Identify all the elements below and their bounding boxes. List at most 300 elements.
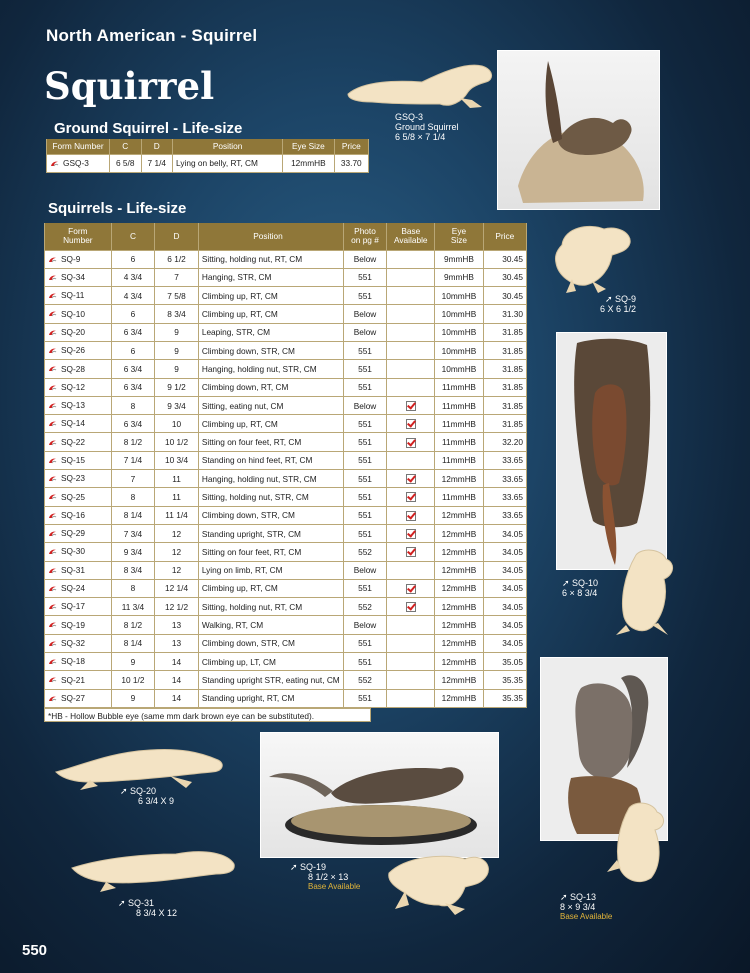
c-value: 6 5/8	[110, 154, 142, 172]
eye-size-value: 12mmHB	[435, 506, 483, 524]
eye-size-value: 9mmHB	[435, 268, 483, 286]
position-value: Sitting on four feet, RT, CM	[198, 433, 343, 451]
base-available-value	[387, 360, 435, 378]
base-available-value	[387, 287, 435, 305]
c-value: 8	[111, 579, 155, 597]
sq19-form-image	[385, 845, 495, 915]
price-value: 34.05	[483, 634, 526, 652]
form-number: SQ-32	[61, 637, 85, 648]
table-row	[45, 524, 527, 542]
eye-size-value: 10mmHB	[435, 360, 483, 378]
mckenzie-swoosh-icon: ➚	[118, 898, 129, 908]
checkbox-check-icon	[406, 492, 416, 502]
form-number: SQ-34	[61, 272, 85, 283]
table-row	[45, 433, 527, 451]
d-value: 9	[155, 341, 199, 359]
checkbox-check-icon	[406, 401, 416, 411]
photo-page-value: 551	[343, 634, 387, 652]
mckenzie-swoosh-icon	[48, 419, 57, 429]
position-value: Sitting, eating nut, CM	[198, 396, 343, 414]
eye-size-value: 12mmHB	[435, 653, 483, 671]
price-value: 31.85	[483, 415, 526, 433]
base-available-value	[387, 653, 435, 671]
mckenzie-swoosh-icon	[48, 547, 57, 557]
price-value: 31.85	[483, 323, 526, 341]
mckenzie-swoosh-icon	[48, 273, 57, 283]
photo-page-value: Below	[343, 396, 387, 414]
position-value: Hanging, holding nut, STR, CM	[198, 360, 343, 378]
mckenzie-swoosh-icon	[48, 602, 57, 612]
gsq3-name: Ground Squirrel	[395, 122, 459, 132]
mckenzie-swoosh-icon	[48, 675, 57, 685]
c-value: 6 3/4	[111, 378, 155, 396]
price-value: 34.05	[483, 543, 526, 561]
eye-size-value: 12mmHB	[435, 561, 483, 579]
d-value: 9	[155, 360, 199, 378]
table-row	[45, 287, 527, 305]
form-number: SQ-24	[61, 583, 85, 594]
eye-size-value: 10mmHB	[435, 305, 483, 323]
d-value: 13	[155, 634, 199, 652]
col-d: D	[141, 139, 173, 154]
col-position: Position	[173, 139, 283, 154]
position-value: Hanging, holding nut, STR, CM	[198, 470, 343, 488]
ground-squirrel-subtitle: Ground Squirrel - Life-size	[54, 120, 243, 137]
table-row	[45, 598, 527, 616]
c-value: 8 1/2	[111, 616, 155, 634]
base-available-value	[387, 305, 435, 323]
c-value: 6 3/4	[111, 323, 155, 341]
eye-size-value: 11mmHB	[435, 378, 483, 396]
c-value: 8	[111, 488, 155, 506]
price-value: 31.85	[483, 341, 526, 359]
price-value: 31.85	[483, 360, 526, 378]
c-value: 9 3/4	[111, 543, 155, 561]
ground-squirrel-table	[46, 139, 369, 173]
form-number: SQ-11	[61, 290, 85, 301]
table-row	[45, 653, 527, 671]
base-available-value	[387, 250, 435, 268]
eye-size-value: 12mmHB	[435, 524, 483, 542]
price-value: 35.35	[483, 671, 526, 689]
d-value: 11	[155, 470, 199, 488]
sq13-base-available: Base Available	[560, 912, 613, 921]
photo-page-value: 552	[343, 598, 387, 616]
eye-size-value: 11mmHB	[435, 451, 483, 469]
form-number: SQ-18	[61, 656, 85, 667]
d-value: 12	[155, 543, 199, 561]
position-value: Walking, RT, CM	[198, 616, 343, 634]
d-value: 7 5/8	[155, 287, 199, 305]
sq10-code: SQ-10	[572, 578, 599, 588]
photo-page-value: 551	[343, 506, 387, 524]
sq19-caption	[290, 862, 360, 892]
photo-page-value: 551	[343, 415, 387, 433]
form-number: SQ-9	[61, 253, 81, 264]
col-d: D	[155, 223, 199, 250]
eye-size-value: 11mmHB	[435, 488, 483, 506]
eye-size-value: 12mmHB	[435, 689, 483, 707]
sq13-caption	[560, 892, 612, 922]
sq9-caption	[600, 294, 636, 314]
sq13-code: SQ-13	[570, 892, 597, 902]
table-row	[45, 671, 527, 689]
price-value: 33.65	[483, 470, 526, 488]
col-position: Position	[198, 223, 343, 250]
photo-page-value: Below	[343, 250, 387, 268]
table-row	[45, 360, 527, 378]
c-value: 8 1/4	[111, 634, 155, 652]
price-value: 34.05	[483, 579, 526, 597]
price-value: 34.05	[483, 598, 526, 616]
sq31-size: 8 3/4 X 12	[136, 908, 178, 918]
d-value: 11 1/4	[155, 506, 199, 524]
page-number: 550	[22, 942, 48, 959]
price-value: 33.65	[483, 506, 526, 524]
eye-size-value: 9mmHB	[435, 250, 483, 268]
base-available-value	[387, 268, 435, 286]
price-value: 35.05	[483, 653, 526, 671]
price-value: 33.65	[483, 451, 526, 469]
gsq3-size: 6 5/8 × 7 1/4	[395, 132, 446, 142]
table-row	[45, 689, 527, 707]
d-value: 7 1/4	[141, 154, 173, 172]
sq19-base-available: Base Available	[308, 882, 361, 891]
price-value: 31.85	[483, 378, 526, 396]
d-value: 6 1/2	[155, 250, 199, 268]
form-number: SQ-29	[61, 528, 85, 539]
sq31-form-image	[66, 840, 242, 894]
table-row	[47, 154, 369, 172]
mckenzie-swoosh-icon	[48, 346, 57, 356]
form-number: SQ-28	[61, 363, 85, 374]
mckenzie-swoosh-icon	[50, 159, 59, 169]
checkbox-check-icon	[406, 511, 416, 521]
photo-page-value: 551	[343, 451, 387, 469]
photo-page-value: 551	[343, 433, 387, 451]
price-value: 32.20	[483, 433, 526, 451]
c-value: 6 3/4	[111, 360, 155, 378]
sq13-size: 8 × 9 3/4	[560, 902, 596, 912]
form-number: SQ-20	[61, 326, 85, 337]
d-value: 10 1/2	[155, 433, 199, 451]
form-number: SQ-21	[61, 674, 85, 685]
c-value: 4 3/4	[111, 287, 155, 305]
sq10-mounted-photo	[556, 332, 667, 570]
gsq3-caption	[395, 112, 459, 142]
price-value: 33.70	[334, 154, 368, 172]
checkbox-check-icon	[406, 438, 416, 448]
col-price: Price	[334, 139, 368, 154]
table-row	[45, 579, 527, 597]
d-value: 10	[155, 415, 199, 433]
c-value: 4 3/4	[111, 268, 155, 286]
photo-page-value: Below	[343, 561, 387, 579]
position-value: Standing upright, STR, CM	[198, 524, 343, 542]
sq13-form-image	[605, 800, 680, 890]
eye-size-value: 12mmHB	[283, 154, 334, 172]
checkbox-check-icon	[406, 547, 416, 557]
mckenzie-swoosh-icon	[48, 620, 57, 630]
c-value: 8 1/4	[111, 506, 155, 524]
table-row	[45, 634, 527, 652]
c-value: 9	[111, 689, 155, 707]
form-number: SQ-23	[61, 473, 85, 484]
price-value: 33.65	[483, 488, 526, 506]
col-base-available: Base Available	[387, 223, 435, 250]
c-value: 8 3/4	[111, 561, 155, 579]
table-row	[45, 415, 527, 433]
price-value: 30.45	[483, 250, 526, 268]
c-value: 11 3/4	[111, 598, 155, 616]
form-number: SQ-17	[61, 601, 85, 612]
checkbox-check-icon	[406, 529, 416, 539]
photo-page-value: Below	[343, 305, 387, 323]
mckenzie-swoosh-icon	[48, 492, 57, 502]
col-form-number: Form Number	[45, 223, 112, 250]
mckenzie-swoosh-icon	[48, 456, 57, 466]
price-value: 30.45	[483, 268, 526, 286]
mckenzie-swoosh-icon: ➚	[562, 578, 573, 588]
sq31-caption	[118, 898, 177, 918]
base-available-value	[387, 451, 435, 469]
photo-page-value: 551	[343, 689, 387, 707]
form-number: SQ-13	[61, 400, 85, 411]
d-value: 14	[155, 671, 199, 689]
sq9-form-image	[542, 215, 637, 295]
photo-page-value: Below	[343, 616, 387, 634]
c-value: 7 3/4	[111, 524, 155, 542]
sq10-form-image	[606, 545, 686, 640]
mckenzie-swoosh-icon	[48, 639, 57, 649]
position-value: Climbing up, RT, CM	[198, 305, 343, 323]
photo-page-value: 551	[343, 341, 387, 359]
position-value: Sitting, holding nut, RT, CM	[198, 598, 343, 616]
sq20-caption	[120, 786, 174, 806]
position-value: Climbing down, STR, CM	[198, 634, 343, 652]
mckenzie-swoosh-icon	[48, 438, 57, 448]
photo-page-value: 551	[343, 287, 387, 305]
eye-size-value: 11mmHB	[435, 433, 483, 451]
c-value: 6	[111, 305, 155, 323]
base-available-value	[387, 634, 435, 652]
form-number: SQ-15	[61, 455, 85, 465]
mckenzie-swoosh-icon	[48, 328, 57, 338]
photo-page-value: 551	[343, 268, 387, 286]
photo-page-value: 551	[343, 524, 387, 542]
sq31-code: SQ-31	[128, 898, 155, 908]
eye-size-value: 10mmHB	[435, 287, 483, 305]
form-number: SQ-31	[61, 564, 85, 575]
eye-size-value: 12mmHB	[435, 616, 483, 634]
sq19-mounted-photo	[260, 732, 499, 858]
position-value: Climbing up, RT, CM	[198, 415, 343, 433]
eye-size-value: 12mmHB	[435, 671, 483, 689]
sq10-caption	[562, 578, 598, 598]
mckenzie-swoosh-icon	[48, 566, 57, 576]
c-value: 7	[111, 470, 155, 488]
photo-page-value: 551	[343, 470, 387, 488]
table-row	[45, 616, 527, 634]
base-available-value	[387, 561, 435, 579]
d-value: 14	[155, 689, 199, 707]
table-row	[45, 506, 527, 524]
photo-page-value: Below	[343, 323, 387, 341]
price-value: 34.05	[483, 524, 526, 542]
base-available-value	[387, 378, 435, 396]
position-value: Leaping, STR, CM	[198, 323, 343, 341]
footnote: *HB - Hollow Bubble eye (same mm dark brown eye can be substituted).	[44, 708, 371, 722]
table-row	[45, 488, 527, 506]
position-value: Climbing down, STR, CM	[198, 341, 343, 359]
mckenzie-swoosh-icon: ➚	[120, 786, 131, 796]
d-value: 10 3/4	[155, 451, 199, 469]
sq9-code: SQ-9	[615, 294, 637, 304]
price-value: 35.35	[483, 689, 526, 707]
mckenzie-swoosh-icon	[48, 401, 57, 411]
photo-page-value: 551	[343, 378, 387, 396]
checkbox-check-icon	[406, 474, 416, 484]
gsq3-code: GSQ-3	[395, 112, 424, 122]
mckenzie-swoosh-icon	[48, 474, 57, 484]
mckenzie-swoosh-icon: ➚	[560, 892, 571, 902]
photo-page-value: 551	[343, 653, 387, 671]
base-available-value	[387, 671, 435, 689]
base-available-value	[387, 543, 435, 561]
table-row	[45, 470, 527, 488]
photo-page-value: 552	[343, 671, 387, 689]
d-value: 9	[155, 323, 199, 341]
c-value: 8	[111, 396, 155, 414]
mckenzie-swoosh-icon	[48, 364, 57, 374]
d-value: 12 1/4	[155, 579, 199, 597]
eye-size-value: 10mmHB	[435, 341, 483, 359]
d-value: 14	[155, 653, 199, 671]
price-value: 34.05	[483, 561, 526, 579]
price-value: 34.05	[483, 616, 526, 634]
squirrels-subtitle: Squirrels - Life-size	[48, 200, 187, 217]
d-value: 12	[155, 524, 199, 542]
sq19-code: SQ-19	[300, 862, 327, 872]
eye-size-value: 12mmHB	[435, 543, 483, 561]
position-value: Climbing down, RT, CM	[198, 378, 343, 396]
d-value: 12 1/2	[155, 598, 199, 616]
col-eye-size: Eye Size	[283, 139, 334, 154]
position-value: Sitting, holding nut, RT, CM	[198, 250, 343, 268]
col-c: C	[111, 223, 155, 250]
base-available-value	[387, 616, 435, 634]
col-photo-page: Photo on pg #	[343, 223, 387, 250]
sq9-size: 6 X 6 1/2	[600, 304, 637, 314]
position-value: Sitting on four feet, RT, CM	[198, 543, 343, 561]
position-value: Standing on hind feet, RT, CM	[198, 451, 343, 469]
base-available-value	[387, 506, 435, 524]
c-value: 6 3/4	[111, 415, 155, 433]
d-value: 12	[155, 561, 199, 579]
mckenzie-swoosh-icon	[48, 291, 57, 301]
checkbox-check-icon	[406, 602, 416, 612]
gsq3-mounted-photo	[497, 50, 660, 210]
mckenzie-swoosh-icon: ➚	[604, 294, 616, 304]
base-available-value	[387, 341, 435, 359]
d-value: 8 3/4	[155, 305, 199, 323]
c-value: 6	[111, 341, 155, 359]
d-value: 9 1/2	[155, 378, 199, 396]
checkbox-check-icon	[406, 419, 416, 429]
col-eye-size: Eye Size	[435, 223, 483, 250]
price-value: 30.45	[483, 287, 526, 305]
eye-size-value: 11mmHB	[435, 415, 483, 433]
table-row	[45, 250, 527, 268]
base-available-value	[387, 396, 435, 414]
photo-page-value: 551	[343, 488, 387, 506]
base-available-value	[387, 579, 435, 597]
checkbox-check-icon	[406, 584, 416, 594]
base-available-value	[387, 470, 435, 488]
table-row	[45, 451, 527, 469]
gsq3-form-image	[342, 52, 497, 110]
eye-size-value: 12mmHB	[435, 634, 483, 652]
col-form-number: Form Number	[47, 139, 110, 154]
table-row	[45, 268, 527, 286]
c-value: 9	[111, 653, 155, 671]
d-value: 7	[155, 268, 199, 286]
section-header: North American - Squirrel	[46, 26, 258, 45]
base-available-value	[387, 323, 435, 341]
mckenzie-swoosh-icon	[48, 383, 57, 393]
base-available-value	[387, 415, 435, 433]
eye-size-value: 10mmHB	[435, 323, 483, 341]
position-value: Lying on belly, RT, CM	[173, 154, 283, 172]
sq10-size: 6 × 8 3/4	[562, 588, 598, 598]
form-number: SQ-19	[61, 619, 85, 630]
form-number: SQ-12	[61, 381, 85, 392]
eye-size-value: 12mmHB	[435, 598, 483, 616]
d-value: 13	[155, 616, 199, 634]
col-price: Price	[483, 223, 526, 250]
sq20-code: SQ-20	[130, 786, 157, 796]
form-number: SQ-27	[61, 692, 85, 703]
position-value: Standing upright, RT, CM	[198, 689, 343, 707]
price-value: 31.30	[483, 305, 526, 323]
eye-size-value: 12mmHB	[435, 470, 483, 488]
form-number: SQ-14	[61, 418, 85, 429]
position-value: Climbing up, RT, CM	[198, 579, 343, 597]
mckenzie-swoosh-icon	[48, 694, 57, 704]
form-number: SQ-30	[61, 546, 85, 557]
position-value: Sitting, holding nut, STR, CM	[198, 488, 343, 506]
mckenzie-swoosh-icon: ➚	[290, 862, 301, 872]
d-value: 9 3/4	[155, 396, 199, 414]
mckenzie-swoosh-icon	[48, 657, 57, 667]
c-value: 7 1/4	[111, 451, 155, 469]
position-value: Hanging, STR, CM	[198, 268, 343, 286]
d-value: 11	[155, 488, 199, 506]
form-number: SQ-16	[61, 509, 85, 520]
form-number: SQ-22	[61, 436, 85, 447]
table-row	[45, 305, 527, 323]
col-c: C	[110, 139, 142, 154]
table-row	[45, 543, 527, 561]
squirrels-table	[44, 223, 527, 708]
position-value: Climbing down, STR, CM	[198, 506, 343, 524]
position-value: Climbing up, LT, CM	[198, 653, 343, 671]
position-value: Climbing up, RT, CM	[198, 287, 343, 305]
position-value: Lying on limb, RT, CM	[198, 561, 343, 579]
page-title: Squirrel	[44, 64, 215, 108]
table-row	[45, 561, 527, 579]
mckenzie-swoosh-icon	[48, 529, 57, 539]
